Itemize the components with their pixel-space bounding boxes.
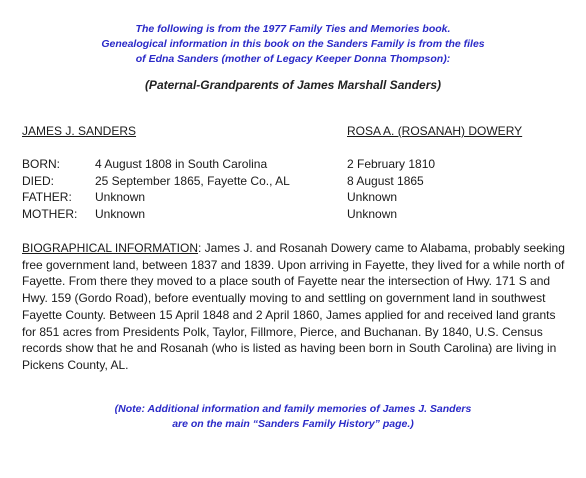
biography-label: BIOGRAPHICAL INFORMATION [22,241,199,255]
died-label: DIED: [22,173,55,188]
note-line-1: (Note: Additional information and family memories of James J. Sanders [114,403,472,415]
page-subtitle: (Paternal-Grandparents of James Marshall Sanders) [144,78,442,92]
person2-mother: Unknown [347,206,398,221]
footer-note [0,402,586,432]
intro-note [0,22,586,67]
person1-mother: Unknown [95,206,146,221]
intro-line-1: The following is from the 1977 Family Ties and Memories book. [135,23,451,35]
person1-born: 4 August 1808 in South Carolina [95,157,268,171]
intro-line-3: of Edna Sanders (mother of Legacy Keeper Donna Thompson): [135,53,451,65]
intro-line-2: Genealogical information in this book on the Sanders Family is from the files [101,38,485,50]
biography-paragraph [22,240,570,374]
person1-name: JAMES J. SANDERS [22,124,137,138]
person1-father: Unknown [95,190,146,204]
person1-died: 25 September 1865, Fayette Co., AL [95,173,290,188]
person2-died: 8 August 1865 [347,173,424,188]
person2-born: 2 February 1810 [347,157,436,171]
born-label: BORN: [22,157,61,171]
person2-father: Unknown [347,190,398,204]
father-label: FATHER: [22,190,72,204]
person2-name: ROSA A. (ROSANAH) DOWERY [347,124,523,138]
mother-label: MOTHER: [22,206,78,221]
biography-text: : James J. and Rosanah Dowery came to Alabama, probably seeking free government land, between 1837 and 1839. Upon arriving in Fayette, they lived for a while north of Fayette. From there they moved to a place south of Fayette near the intersection of Hwy. 171 S and Hwy. 159 (Gordo Road), before eventually moving to and settling on government land in southwest Fayette County. Between 15 April 1848 and 2 April 1860, James applied for and received land grants for 851 acres from Presidents Polk, Taylor, Fillmore, Pierce, and Buchanan. By 1840, U.S. Census records show that he and Rosanah (who is listed as having been born in South Carolina) are living in Pickens County, AL. [22,241,565,372]
note-line-2: are on the main “Sanders Family History” page.) [172,418,414,430]
